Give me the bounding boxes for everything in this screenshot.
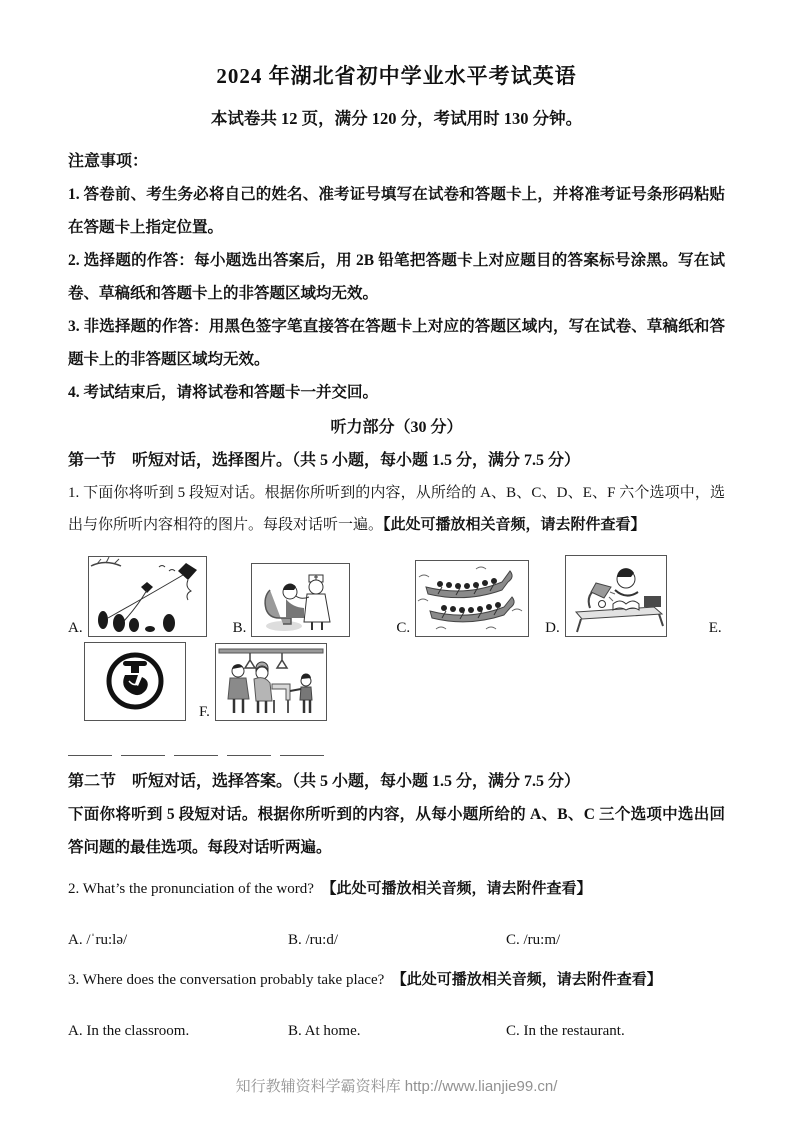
notice-item-1: 1. 答卷前、考生务必将自己的姓名、准考证号填写在试卷和答题卡上，并将准考证号条形码粘贴在答题卡上指定位置。 [68,186,725,236]
page-title: 2024 年湖北省初中学业水平考试英语 [216,64,577,88]
option-c-image [415,560,529,637]
part1-description [68,477,725,541]
emblem-illustration [85,643,185,720]
dragon-boat-illustration [416,561,528,636]
question-3-audio-note: 【此处可播放相关音频，请去附件查看】 [399,972,662,988]
question-3-option-a: A. In the classroom. [68,1023,190,1039]
picture-options-row-2 [68,642,725,721]
part1-heading: 第一节 听短对话，选择图片。（共 5 小题，每小题 1.5 分，满分 7.5 分） [68,452,581,469]
part2-heading: 第二节 听短对话，选择答案。（共 5 小题，每小题 1.5 分，满分 7.5 分） [68,773,581,790]
option-e-image [84,642,186,721]
studying-illustration [566,556,666,636]
question-2-audio-note: 【此处可播放相关音频，请去附件查看】 [328,881,592,897]
paper-info-line: 本试卷共 12 页，满分 120 分，考试用时 130 分钟。 [210,109,583,128]
question-2-option-c: C. /ru:m/ [506,932,561,948]
answer-blank [280,744,324,756]
question-2 [68,874,725,904]
answer-blank [121,744,165,756]
answer-blanks [68,743,725,759]
answer-blank [174,744,218,756]
question-3 [68,965,725,995]
question-3-options [68,1023,725,1040]
notice-item-3: 3. 非选择题的作答：用黑色签字笔直接答在答题卡上对应的答题区域内，写在试卷、草稿纸和答题卡上的非答题区域均无效。 [68,318,725,368]
option-c-label: C. [396,620,411,636]
option-a-image [88,556,207,637]
option-e-label: E. [708,620,722,636]
listening-section-heading: 听力部分（30 分） [330,419,463,436]
part1-audio-note: 【此处可播放相关音频，请去附件查看】 [383,517,646,533]
question-2-option-b: B. /ru:d/ [288,932,339,948]
option-b-label: B. [232,620,247,636]
option-d-label: D. [545,620,560,636]
notice-heading: 注意事项： [68,153,149,170]
option-d-image [565,555,667,637]
kites-illustration [89,557,206,636]
option-a-label: A. [68,620,83,636]
notice-section [68,145,725,409]
option-f-image [215,643,327,721]
notice-item-4: 4. 考试结束后，请将试卷和答题卡一并交回。 [68,384,379,401]
question-3-text: 3. Where does the conversation probably take place? [68,972,385,988]
part1-description-text: 1. 下面你将听到 5 段短对话。根据你所听到的内容，从所给的 A、B、C、D、E、F 六个选项中，选出与你所听内容相符的图片。每段对话听一遍。 [68,485,725,533]
picture-options-row-1 [68,555,725,637]
answer-blank [68,744,112,756]
dentist-illustration [252,564,349,636]
part2-description: 下面你将听到 5 段短对话。根据你所听到的内容，从每小题所给的 A、B、C 三个选项中选出回答问题的最佳选项。每段对话听两遍。 [68,806,725,856]
answer-blank [227,744,271,756]
footer-watermark: 知行教辅资料学霸资料库 http://www.lianjie99.cn/ [235,1078,558,1095]
question-2-text: 2. What’s the pronunciation of the word? [68,881,314,897]
question-2-options [68,932,725,949]
question-3-option-c: C. In the restaurant. [506,1023,625,1039]
bus-seat-illustration [216,644,326,720]
option-f-label: F. [199,704,210,720]
notice-item-2: 2. 选择题的作答：每小题选出答案后，用 2B 铅笔把答题卡上对应题目的答案标号涂黑。写在试卷、草稿纸和答题卡上的非答题区域均无效。 [68,252,725,302]
option-b-image [251,563,350,637]
question-3-option-b: B. At home. [288,1023,361,1039]
question-2-option-a: A. /ˈru:lə/ [68,932,128,948]
